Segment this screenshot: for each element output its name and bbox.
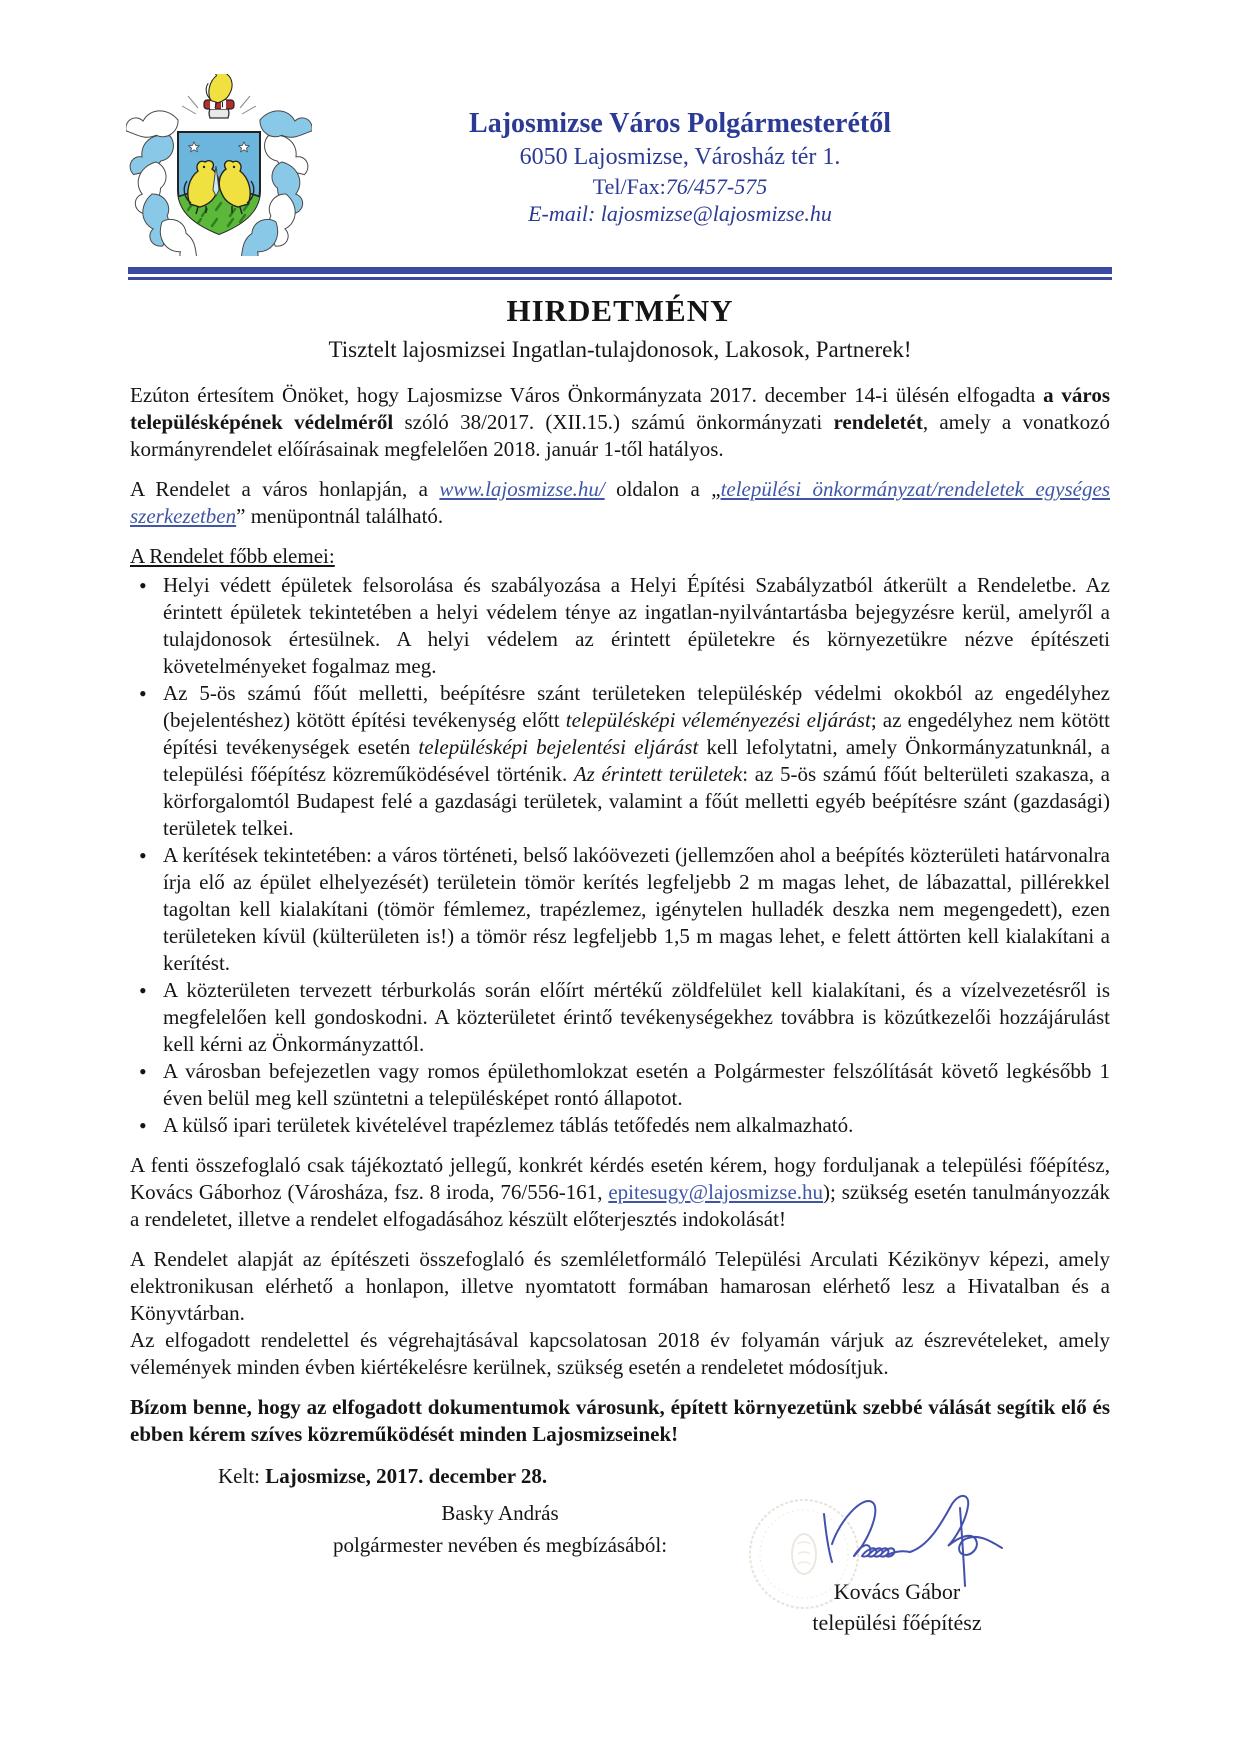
header-divider <box>128 267 1112 280</box>
letterhead <box>388 106 972 228</box>
signer-block <box>772 1576 1022 1638</box>
paragraph-website: A Rendelet a város honlapján, a www.lajosmizse.hu/ oldalon a „települési önkormányzat/rendeletek egységes szerkezetben” menüpontnál található. <box>130 477 1110 528</box>
text-link[interactable]: www.lajosmizse.hu/ <box>439 477 605 501</box>
salutation: Tisztelt lajosmizsei Ingatlan-tulajdonosok, Lakosok, Partnerek! <box>328 337 912 362</box>
text-link[interactable]: epitesugy@lajosmizse.hu <box>608 1180 824 1204</box>
paragraph-closing: Bízom benne, hogy az elfogadott dokumentumok városunk, épített környezetünk szebbé válását segítik elő és ebben kérem szíves közreműködését minden Lajosmizseinek! <box>130 1395 1110 1446</box>
on-behalf-name: Basky András <box>441 1501 559 1525</box>
letterhead-address: 6050 Lajosmizse, Városház tér 1. <box>519 144 841 170</box>
list-item: • A közterületen tervezett térburkolás során előírt mértékű zöldfelület kell kialakítani, és a vízelvezetésről is megfelelően kell gondoskodni. A közterületet érintő tevékenységekhez továbbra is közútkezelői hozzájárulást kell kérni az Önkormányzattól. <box>130 977 1110 1058</box>
signer-role: települési főépítész <box>812 1610 982 1635</box>
page-title: HIRDETMÉNY <box>506 293 734 328</box>
paragraph-adoption: Ezúton értesítem Önöket, hogy Lajosmizse Város Önkormányzata 2017. december 14-i ülésén elfogadta a város településképének védelméről szóló 38/2017. (XII.15.) számú önkormányzati rendeletét, amely a vonatkozó kormányrendelet előírásainak megfelelően 2018. január 1-től hatályos. <box>130 383 1110 461</box>
list-item: • Az 5-ös számú főút melletti, beépítésre szánt területeken településkép védelmi okokból az engedélyhez (bejelentéshez) kötött építési tevékenység előtt településképi véleményezési eljárást; az engedélyhez nem kötött építési tevékenységek esetén településképi bejelentési eljárást kell lefolytatni, amely Önkormányzatunknál, a települési főépítész közreműködésével történik. Az érintett területek: az 5-ös számú főút belterületi szakasza, a körforgalomtól Budapest felé a gazdasági területek, valamint a főút melletti egyéb beépítésre szánt (gazdasági) területek telkei. <box>130 680 1110 842</box>
letterhead-office: Lajosmizse Város Polgármesterétől <box>469 108 891 139</box>
on-behalf-role: polgármester nevében és megbízásából: <box>332 1533 668 1557</box>
signer-name: Kovács Gábor <box>833 1579 961 1604</box>
date-line: Kelt: Lajosmizse, 2017. december 28. <box>218 1464 548 1488</box>
text-link[interactable]: települési önkormányzat/rendeletek egységes szerkezetben <box>130 477 1110 528</box>
letterhead-email: E-mail: lajosmizse@lajosmizse.hu <box>528 201 832 226</box>
paragraph-contact: A fenti összefoglaló csak tájékoztató jellegű, konkrét kérdés esetén kérem, hogy forduljanak a települési főépítész, Kovács Gáborhoz (Városháza, fsz. 8 iroda, 76/556-161, epitesugy@lajosmizse.hu); szükség esetén tanulmányozzák a rendeletet, illetve a rendelet elfogadásához készült előterjesztés indokolását! <box>130 1153 1110 1231</box>
letterhead-phone: Tel/Fax:76/457-575 <box>592 174 768 199</box>
list-item: • A külső ipari területek kivételével trapézlemez táblás tetőfedés nem alkalmazható. <box>130 1112 1110 1139</box>
list-item: • A kerítések tekintetében: a város történeti, belső lakóövezeti (jellemzően ahol a beépítés közterületi határvonalra írja elő az épület elhelyezését) területein tömör kerítés legfeljebb 2 m magas lehet, de lábazattal, pillérekkel tagoltan kell kialakítani (tömör fémlemez, trapézlemez, igénytelen hulladék deszka nem megengedett), ezen területeken kívül (külterületen is!) a tömör rész legfeljebb 1,5 m magas lehet, e felett áttörten kell kialakítani a kerítést. <box>130 842 1110 977</box>
rule-elements-list <box>130 572 1110 1139</box>
document-body <box>130 292 1110 1561</box>
list-item: • Helyi védett épületek felsorolása és szabályozása a Helyi Építési Szabályzatból átkerült a Rendeletbe. Az érintett épületek tekintetében a helyi védelem ténye az ingatlan-nyilvántartásba bejegyzésre kerül, amelyről a tulajdonosok értesülnek. A helyi védelem az érintett épületekre és környezetükre nézve építészeti követelményeket fogalmaz meg. <box>130 572 1110 680</box>
list-item: • A városban befejezetlen vagy romos épülethomlokzat esetén a Polgármester felszólítását követő legkésőbb 1 éven belül meg kell szüntetni a településképet rontó állapotot. <box>130 1058 1110 1112</box>
coat-of-arms-icon <box>126 74 312 256</box>
paragraph-handbook: A Rendelet alapját az építészeti összefoglaló és szemléletformáló Települési Arculati Kézikönyv képezi, amely elektronikusan elérhető a honlapon, illetve nyomtatott formában hamarosan elérhető lesz a Hivatalban és a Könyvtárban. <box>130 1247 1110 1325</box>
list-heading: A Rendelet főbb elemei: <box>130 544 335 568</box>
paragraph-feedback: Az elfogadott rendelettel és végrehajtásával kapcsolatosan 2018 év folyamán várjuk az észrevételeket, amely vélemények minden évben kiértékelésre kerülnek, szükség esetén a rendeletet módosítjuk. <box>130 1328 1110 1379</box>
